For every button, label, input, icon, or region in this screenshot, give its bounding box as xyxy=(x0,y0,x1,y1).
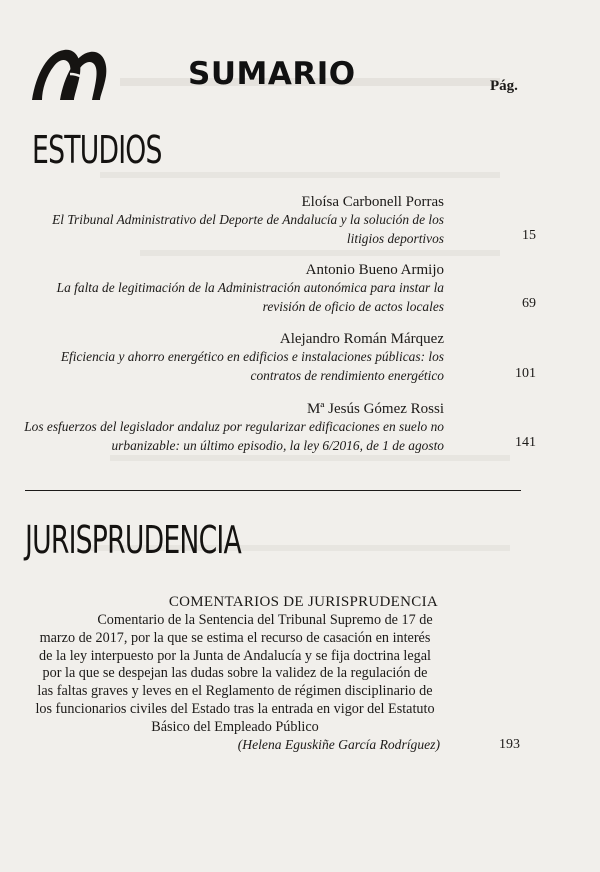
entry-author: Alejandro Román Márquez xyxy=(279,331,444,347)
comment-line: los funcionarios civiles del Estado tras la entrada en vigor del Estatuto xyxy=(35,700,435,717)
section-heading-jurisprudencia: JURISPRUDENCIA xyxy=(25,518,241,562)
entry-title-line: revisión de oficio de actos locales xyxy=(262,299,444,314)
entry-title-line: La falta de legitimación de la Administración autonómica para instar la xyxy=(56,280,444,295)
page-title: SUMARIO xyxy=(188,56,356,92)
section-divider xyxy=(25,490,521,491)
comment-author: (Helena Eguskiñe García Rodríguez) xyxy=(237,737,440,752)
entry-title-line: contratos de rendimiento energético xyxy=(250,368,444,383)
entry-author: Antonio Bueno Armijo xyxy=(305,262,444,278)
subsection-heading: COMENTARIOS DE JURISPRUDENCIA xyxy=(168,594,438,610)
comment-line: marzo de 2017, por la que se estima el recurso de casación en interés xyxy=(39,629,431,646)
comment-line: por la que se despejan las dudas sobre la validez de la regulación de xyxy=(42,665,428,682)
comment-line: Básico del Empleado Público xyxy=(151,718,319,735)
entry-title xyxy=(14,210,444,248)
comment-line: de la ley interpuesto por la Junta de Andalucía y se fija doctrina legal xyxy=(39,647,431,664)
entry-title-line: Eficiencia y ahorro energético en edificios e instalaciones públicas: los xyxy=(60,349,444,364)
entry-title-line: Los esfuerzos del legislador andaluz por regularizar edificaciones en suelo no xyxy=(24,419,444,434)
bleed-through-mark xyxy=(110,455,510,461)
entry-page-number: 15 xyxy=(522,228,536,243)
bleed-through-mark xyxy=(100,172,500,178)
entry-title xyxy=(14,278,444,316)
comment-page-number: 193 xyxy=(499,737,520,752)
entry-title-line: litigios deportivos xyxy=(346,231,444,246)
entry-page-number: 69 xyxy=(522,296,536,311)
entry-page-number: 101 xyxy=(515,366,536,381)
entry-author: Mª Jesús Gómez Rossi xyxy=(306,401,444,417)
comment-line: Comentario de la Sentencia del Tribunal Supremo de 17 de xyxy=(97,612,433,628)
bleed-through-mark xyxy=(140,250,500,256)
entry-page-number: 141 xyxy=(515,435,536,450)
comment-line: las faltas graves y leves en el Reglamento de régimen disciplinario de xyxy=(37,683,433,700)
entry-title-line: El Tribunal Administrativo del Deporte de Andalucía y la solución de los xyxy=(52,212,444,227)
entry-title-line: urbanizable: un último episodio, la ley 6/2016, de 1 de agosto xyxy=(111,438,444,453)
section-heading-estudios: ESTUDIOS xyxy=(32,128,162,172)
publication-logo-icon xyxy=(30,44,110,104)
comment-description xyxy=(30,612,440,737)
entry-author: Eloísa Carbonell Porras xyxy=(301,194,444,210)
entry-title xyxy=(14,347,444,385)
page-column-label: Pág. xyxy=(490,78,518,94)
entry-title xyxy=(14,417,444,455)
